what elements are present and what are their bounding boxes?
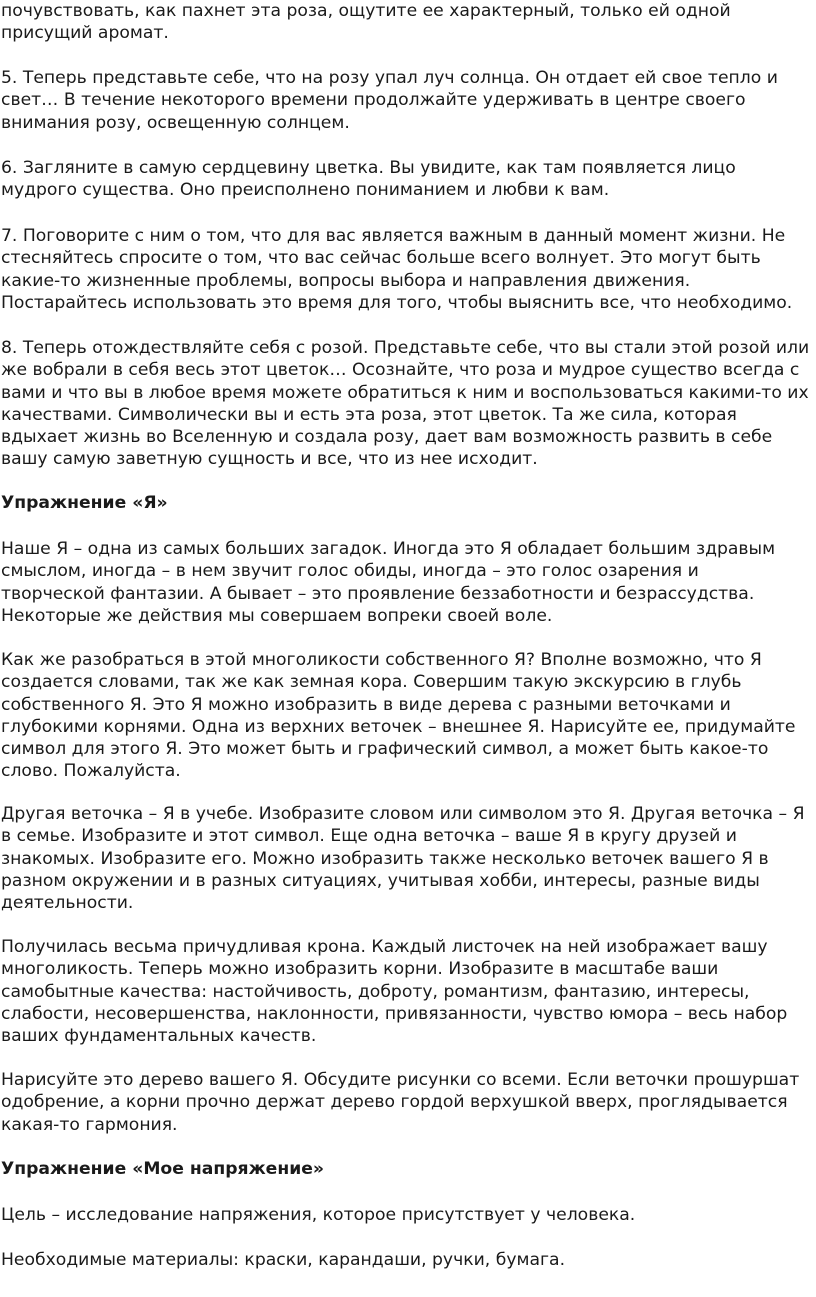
paragraph-tension-goal: Цель – исследование напряжения, которое присутствует у человека. xyxy=(1,1205,636,1225)
paragraph-step-7: 7. Поговорите с ним о том, что для вас является важным в данный момент жизни. Не стесняйтесь спросите о том, что вас сейчас больше всего волнует. Это могут быть какие-то жизненные проблемы, вопросы выбора и направления движения. Постарайтесь использовать это время для того, чтобы выяснить все, что необходимо. xyxy=(1,226,793,313)
paragraph-ya-intro: Наше Я – одна из самых больших загадок. Иногда это Я обладает большим здравым смыслом, иногда – в нем звучит голос обиды, иногда – это голос озарения и творческой фантазии. А бывает – это проявление беззаботности и безрассудства. Некоторые же действия мы совершаем вопреки своей воле. xyxy=(1,539,776,626)
paragraph-rose-aroma: почувствовать, как пахнет эта роза, ощутите ее характерный, только ей одной присущий аромат. xyxy=(1,1,731,44)
heading-exercise-ya: Упражнение «Я» xyxy=(1,493,168,513)
paragraph-ya-draw: Нарисуйте это дерево вашего Я. Обсудите рисунки со всеми. Если веточки прошуршат одобрение, а корни прочно держат дерево гордой верхушкой вверх, проглядывается какая-то гармония. xyxy=(1,1070,800,1135)
paragraph-ya-roots: Получилась весьма причудливая крона. Каждый листочек на ней изображает вашу многоликость. Теперь можно изобразить корни. Изобразите в масштабе ваши самобытные качества: настойчивость, доброту, романтизм, фантазию, интересы, слабости, несовершенства, наклонности, привязанности, чувство юмора – весь набор ваших фундаментальных качеств. xyxy=(1,937,788,1047)
paragraph-step-8: 8. Теперь отождествляйте себя с розой. Представьте себе, что вы стали этой розой или же вобрали в себя весь этот цветок… Осознайте, что роза и мудрое существо всегда с вами и что вы в любое время можете обратиться к ним и воспользоваться какими-то их качествами. Символически вы и есть эта роза, этот цветок. Та же сила, которая вдыхает жизнь во Вселенную и создала розу, дает вам возможность развить в себе вашу самую заветную сущность и все, что из нее исходит. xyxy=(1,338,810,470)
paragraph-tension-materials: Необходимые материалы: краски, карандаши, ручки, бумага. xyxy=(1,1250,566,1270)
paragraph-step-5: 5. Теперь представьте себе, что на розу упал луч солнца. Он отдает ей свое тепло и свет… В течение некоторого времени продолжайте удерживать в центре своего внимания розу, освещенную солнцем. xyxy=(1,68,778,133)
paragraph-step-6: 6. Загляните в самую сердцевину цветка. Вы увидите, как там появляется лицо мудрого существа. Оно преисполнено пониманием и любви к вам. xyxy=(1,158,736,201)
heading-exercise-tension: Упражнение «Мое напряжение» xyxy=(1,1159,325,1179)
paragraph-ya-branches: Другая веточка – Я в учебе. Изобразите словом или символом это Я. Другая веточка – Я в семье. Изобразите и этот символ. Еще одна веточка – ваше Я в кругу друзей и знакомых. Изобразите его. Можно изобразить также несколько веточек вашего Я в разном окружении и в разных ситуациях, учитывая хобби, интересы, разные виды деятельности. xyxy=(1,804,805,914)
paragraph-ya-tree: Как же разобраться в этой многоликости собственного Я? Вполне возможно, что Я создается словами, так же как земная кора. Совершим такую экскурсию в глубь собственного Я. Это Я можно изобразить в виде дерева с разными веточками и глубокими корнями. Одна из верхних веточек – внешнее Я. Нарисуйте ее, придумайте символ для этого Я. Это может быть и графический символ, а может быть какое-то слово. Пожалуйста. xyxy=(1,650,796,782)
